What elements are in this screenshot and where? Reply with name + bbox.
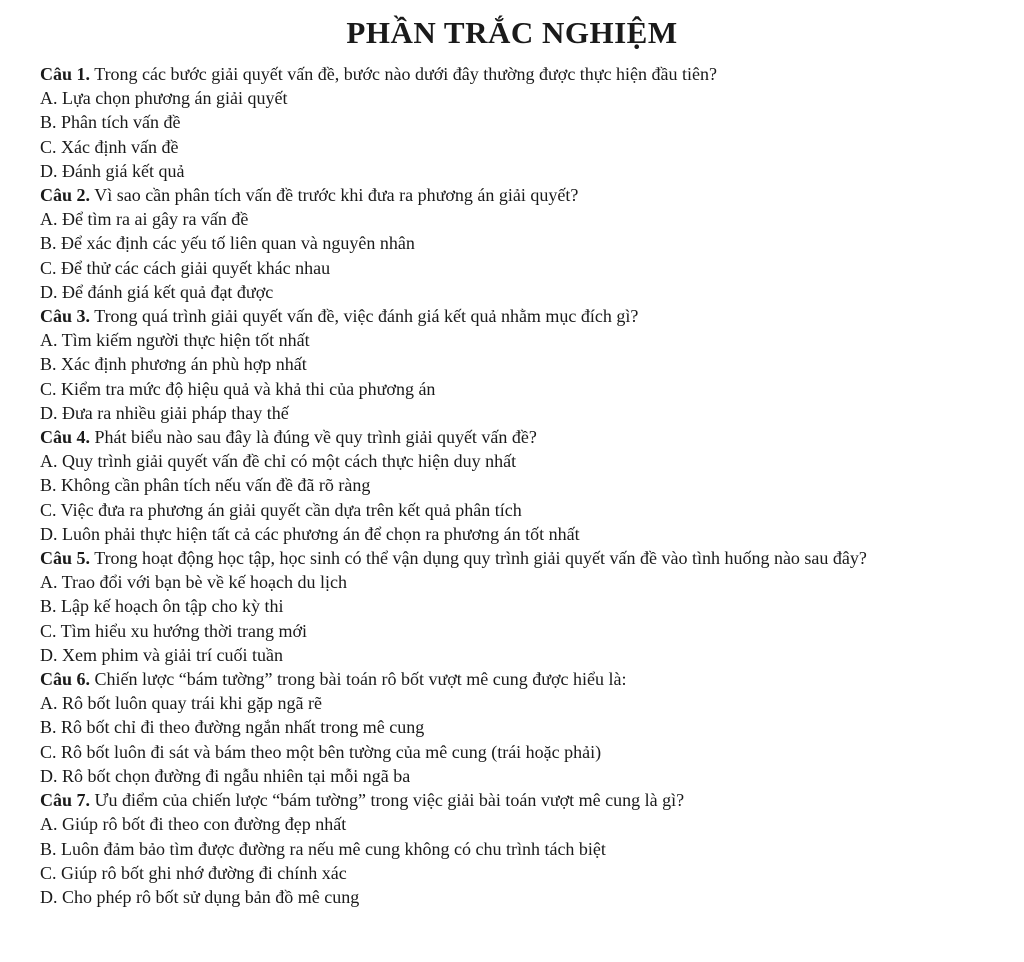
question-3 [40, 304, 984, 425]
question-label: Câu 3. [40, 306, 91, 327]
option-c: C. Tìm hiểu xu hướng thời trang mới [40, 620, 307, 641]
question-label: Câu 4. [40, 427, 91, 448]
option-d: D. Luôn phải thực hiện tất cả các phương án để chọn ra phương án tốt nhất [40, 523, 580, 544]
question-6 [40, 667, 984, 788]
option-b: B. Không cần phân tích nếu vấn đề đã rõ ràng [40, 475, 371, 496]
question-2 [40, 183, 984, 304]
option-c: C. Xác định vấn đề [40, 136, 179, 157]
option-d: D. Cho phép rô bốt sử dụng bản đồ mê cung [40, 886, 360, 907]
question-text [40, 667, 984, 691]
option-d: D. Đánh giá kết quả [40, 160, 185, 181]
option-a: A. Giúp rô bốt đi theo con đường đẹp nhất [40, 814, 347, 835]
option-b: B. Lập kế hoạch ôn tập cho kỳ thi [40, 596, 284, 617]
question-4 [40, 425, 984, 546]
option-c: C. Để thử các cách giải quyết khác nhau [40, 257, 331, 278]
question-text [40, 304, 984, 328]
question-text [40, 788, 984, 812]
option-c: C. Việc đưa ra phương án giải quyết cần dựa trên kết quả phân tích [40, 499, 522, 520]
question-label: Câu 6. [40, 669, 91, 690]
option-d: D. Để đánh giá kết quả đạt được [40, 281, 274, 302]
option-a: A. Lựa chọn phương án giải quyết [40, 88, 288, 109]
option-d: D. Rô bốt chọn đường đi ngẫu nhiên tại mỗi ngã ba [40, 765, 411, 786]
question-label: Câu 2. [40, 185, 91, 206]
option-a: A. Tìm kiếm người thực hiện tốt nhất [40, 330, 310, 351]
option-a: A. Trao đổi với bạn bè về kế hoạch du lịch [40, 572, 347, 593]
question-text [40, 183, 984, 207]
option-a: A. Để tìm ra ai gây ra vấn đề [40, 209, 249, 230]
question-text [40, 62, 984, 86]
option-c: C. Giúp rô bốt ghi nhớ đường đi chính xác [40, 862, 347, 883]
option-d: D. Xem phim và giải trí cuối tuần [40, 644, 283, 665]
question-label: Câu 1. [40, 64, 91, 84]
question-text [40, 425, 984, 449]
option-a: A. Rô bốt luôn quay trái khi gặp ngã rẽ [40, 693, 322, 714]
question-label: Câu 7. [40, 790, 91, 811]
question-body: Chiến lược “bám tường” trong bài toán rô bốt vượt mê cung được hiểu là: [94, 669, 627, 690]
question-label: Câu 5. [40, 548, 91, 569]
page-title: PHẦN TRẮC NGHIỆM [346, 15, 678, 50]
option-b: B. Luôn đảm bảo tìm được đường ra nếu mê cung không có chu trình tách biệt [40, 838, 606, 859]
option-b: B. Để xác định các yếu tố liên quan và nguyên nhân [40, 233, 415, 254]
question-7 [40, 788, 984, 909]
question-5 [40, 546, 984, 667]
question-body: Vì sao cần phân tích vấn đề trước khi đưa ra phương án giải quyết? [94, 185, 579, 206]
option-b: B. Rô bốt chỉ đi theo đường ngắn nhất trong mê cung [40, 717, 425, 738]
question-body: Ưu điểm của chiến lược “bám tường” trong việc giải bài toán vượt mê cung là gì? [94, 790, 685, 811]
question-body: Trong quá trình giải quyết vấn đề, việc đánh giá kết quả nhằm mục đích gì? [94, 306, 639, 327]
question-body: Phát biểu nào sau đây là đúng về quy trình giải quyết vấn đề? [94, 427, 537, 448]
option-d: D. Đưa ra nhiều giải pháp thay thế [40, 402, 289, 423]
option-c: C. Kiểm tra mức độ hiệu quả và khả thi của phương án [40, 378, 436, 399]
question-1 [40, 62, 984, 183]
question-body: Trong các bước giải quyết vấn đề, bước nào dưới đây thường được thực hiện đầu tiên? [94, 64, 718, 84]
option-a: A. Quy trình giải quyết vấn đề chỉ có một cách thực hiện duy nhất [40, 451, 517, 472]
option-c: C. Rô bốt luôn đi sát và bám theo một bên tường của mê cung (trái hoặc phải) [40, 741, 602, 762]
option-b: B. Phân tích vấn đề [40, 112, 181, 133]
question-body: Trong hoạt động học tập, học sinh có thể vận dụng quy trình giải quyết vấn đề vào tình huống nào sau đây? [94, 548, 867, 569]
question-text [40, 546, 984, 570]
option-b: B. Xác định phương án phù hợp nhất [40, 354, 307, 375]
